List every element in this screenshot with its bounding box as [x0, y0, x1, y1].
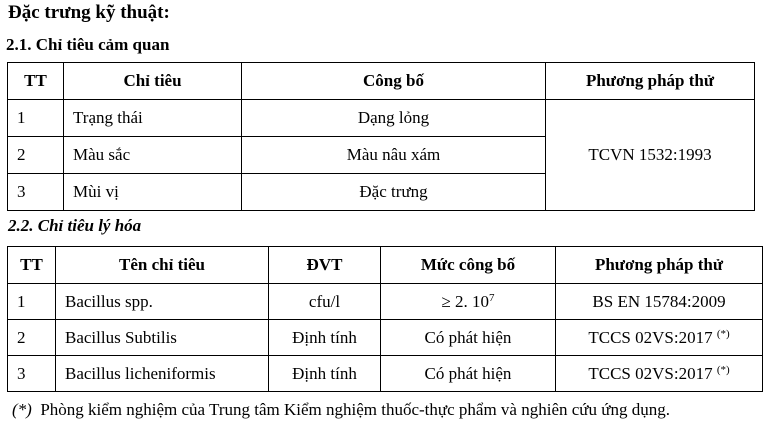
row-unit: cfu/l	[269, 284, 381, 320]
row-declared: Đặc trưng	[242, 174, 546, 211]
row-tt: 3	[8, 356, 56, 392]
row-test-method	[556, 320, 763, 356]
row-criteria-name: Bacillus Subtilis	[56, 320, 269, 356]
row-unit: Định tính	[269, 356, 381, 392]
header-test-method: Phương pháp thử	[556, 247, 763, 284]
method-footnote-mark: (*)	[716, 327, 730, 340]
footnote	[12, 400, 670, 420]
row-criteria-name: Bacillus licheniformis	[56, 356, 269, 392]
method-text: TCCS 02VS:2017	[588, 327, 717, 347]
header-declared: Công bố	[242, 63, 546, 100]
section1-title: 2.1. Chỉ tiêu cảm quan	[6, 35, 170, 54]
row-declared: Màu nâu xám	[242, 137, 546, 174]
sensory-criteria-table	[7, 62, 755, 211]
header-tt: TT	[8, 63, 64, 100]
level-exponent: 7	[489, 291, 495, 304]
row-declared-level	[381, 320, 556, 356]
spec-heading: Đặc trưng kỹ thuật:	[8, 2, 170, 23]
row-unit: Định tính	[269, 320, 381, 356]
footnote-text: Phòng kiểm nghiệm của Trung tâm Kiểm nghiệm thuốc-thực phẩm và nghiên cứu ứng dụng.	[40, 400, 670, 419]
header-test-method: Phương pháp thử	[546, 63, 755, 100]
table-row	[8, 320, 763, 356]
table-row	[8, 100, 755, 137]
method-text: TCCS 02VS:2017	[588, 363, 717, 383]
merged-test-method: TCVN 1532:1993	[546, 100, 755, 211]
row-declared: Dạng lỏng	[242, 100, 546, 137]
row-test-method	[556, 356, 763, 392]
row-criteria: Mùi vị	[64, 174, 242, 211]
level-text: Có phát hiện	[424, 327, 512, 347]
level-text: Có phát hiện	[424, 363, 512, 383]
row-criteria: Màu sắc	[64, 137, 242, 174]
row-declared-level	[381, 356, 556, 392]
row-tt: 3	[8, 174, 64, 211]
row-tt: 1	[8, 100, 64, 137]
table-header-row	[8, 247, 763, 284]
footnote-mark: (*)	[12, 400, 32, 419]
method-text: BS EN 15784:2009	[592, 291, 726, 311]
header-tt: TT	[8, 247, 56, 284]
level-text: ≥ 2. 10	[441, 291, 490, 311]
row-declared-level	[381, 284, 556, 320]
header-criteria: Chỉ tiêu	[64, 63, 242, 100]
method-footnote-mark: (*)	[716, 363, 730, 376]
header-declared-level: Mức công bố	[381, 247, 556, 284]
row-criteria-name: Bacillus spp.	[56, 284, 269, 320]
row-criteria: Trạng thái	[64, 100, 242, 137]
physicochemical-criteria-table	[7, 246, 763, 392]
row-test-method	[556, 284, 763, 320]
header-criteria-name: Tên chỉ tiêu	[56, 247, 269, 284]
row-tt: 2	[8, 137, 64, 174]
table-row	[8, 356, 763, 392]
section2-title: 2.2. Chỉ tiêu lý hóa	[8, 216, 142, 235]
table-row	[8, 284, 763, 320]
row-tt: 1	[8, 284, 56, 320]
header-unit: ĐVT	[269, 247, 381, 284]
table-header-row	[8, 63, 755, 100]
row-tt: 2	[8, 320, 56, 356]
